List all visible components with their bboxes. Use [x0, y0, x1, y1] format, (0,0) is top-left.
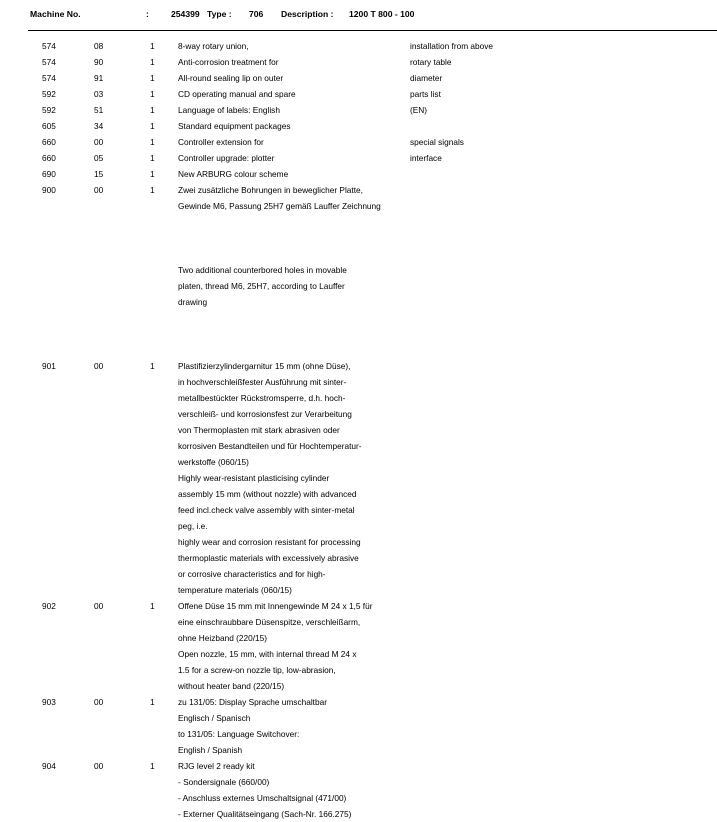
item-quantity: 1 — [150, 121, 155, 131]
item-description-line: korrosiven Bestandteilen und für Hochtemperatur- — [178, 441, 362, 451]
item-description-line: metallbestückter Rückstromsperre, d.h. hoch- — [178, 393, 346, 403]
item-quantity: 1 — [150, 137, 155, 147]
item-note: parts list — [410, 89, 441, 99]
item-quantity: 1 — [150, 601, 155, 611]
item-description-line: Language of labels: English — [178, 105, 280, 115]
item-description-line: verschleiß- und korrosionsfest zur Verarbeitung — [178, 409, 352, 419]
item-code: 660 — [42, 137, 56, 147]
type-value: 706 — [249, 9, 264, 19]
item-subcode: 08 — [94, 41, 104, 51]
item-description-line: Englisch / Spanisch — [178, 713, 251, 723]
item-quantity: 1 — [150, 697, 155, 707]
item-description-line: All-round sealing lip on outer — [178, 73, 284, 83]
item-description-line: Controller extension for — [178, 137, 264, 147]
item-subcode: 15 — [94, 169, 104, 179]
item-description-line: feed incl.check valve assembly with sinter-metal — [178, 505, 355, 515]
item-description-line: 8-way rotary union, — [178, 41, 249, 51]
item-note: diameter — [410, 73, 443, 83]
item-subcode: 00 — [94, 601, 104, 611]
item-description-line: or corrosive characteristics and for high- — [178, 569, 326, 579]
item-description-line: to 131/05: Language Switchover: — [178, 729, 300, 739]
item-description-line: temperature materials (060/15) — [178, 585, 292, 595]
item-description-line: thermoplastic materials with excessively abrasive — [178, 553, 359, 563]
item-code: 574 — [42, 41, 56, 51]
description-label: Description : — [281, 9, 334, 19]
item-code: 574 — [42, 73, 56, 83]
item-description-line: Standard equipment packages — [178, 121, 291, 131]
item-quantity: 1 — [150, 185, 155, 195]
item-description-line: assembly 15 mm (without nozzle) with advanced — [178, 489, 357, 499]
item-description-line: English / Spanish — [178, 745, 243, 755]
item-description-line: RJG level 2 ready kit — [178, 761, 255, 771]
item-description-line: 1.5 for a screw-on nozzle tip, low-abrasion, — [178, 665, 336, 675]
machine-no-colon: : — [146, 9, 149, 19]
type-label: Type : — [207, 9, 232, 19]
item-code: 574 — [42, 57, 56, 67]
item-description-line: - Externer Qualitätseingang (Sach-Nr. 166.275) — [178, 809, 352, 819]
item-code: 904 — [42, 761, 56, 771]
item-description-line: peg, i.e. — [178, 521, 208, 531]
item-subcode: 00 — [94, 697, 104, 707]
item-quantity: 1 — [150, 105, 155, 115]
item-note: (EN) — [410, 105, 428, 115]
item-description-line: highly wear and corrosion resistant for processing — [178, 537, 361, 547]
item-description-line: in hochverschleißfester Ausführung mit sinter- — [178, 377, 347, 387]
item-subcode: 03 — [94, 89, 104, 99]
item-code: 902 — [42, 601, 56, 611]
item-code: 903 — [42, 697, 56, 707]
item-description-line: Gewinde M6, Passung 25H7 gemäß Lauffer Zeichnung — [178, 201, 381, 211]
item-quantity: 1 — [150, 153, 155, 163]
machine-no-label: Machine No. — [30, 9, 81, 19]
item-subcode: 51 — [94, 105, 104, 115]
description-value: 1200 T 800 - 100 — [349, 9, 415, 19]
item-code: 900 — [42, 185, 56, 195]
item-subcode: 00 — [94, 185, 104, 195]
machine-no-value: 254399 — [171, 9, 200, 19]
item-quantity: 1 — [150, 41, 155, 51]
item-description-line: platen, thread M6, 25H7, according to Lauffer — [178, 281, 345, 291]
item-code: 592 — [42, 105, 56, 115]
item-description-line: New ARBURG colour scheme — [178, 169, 289, 179]
item-description-line: Highly wear-resistant plasticising cylinder — [178, 473, 330, 483]
item-code: 690 — [42, 169, 56, 179]
item-subcode: 05 — [94, 153, 104, 163]
item-description-line: werkstoffe (060/15) — [178, 457, 249, 467]
item-description-line: ohne Heizband (220/15) — [178, 633, 268, 643]
item-note: special signals — [410, 137, 464, 147]
item-subcode: 91 — [94, 73, 104, 83]
item-note: installation from above — [410, 41, 494, 51]
item-description-line: Zwei zusätzliche Bohrungen in beweglicher Platte, — [178, 185, 363, 195]
item-code: 605 — [42, 121, 56, 131]
item-code: 592 — [42, 89, 56, 99]
item-code: 901 — [42, 361, 56, 371]
item-description-line: - Anschluss externes Umschaltsignal (471/00) — [178, 793, 347, 803]
item-quantity: 1 — [150, 73, 155, 83]
item-description-line: Offene Düse 15 mm mit Innengewinde M 24 x 1,5 für — [178, 601, 373, 611]
item-description-line: eine einschraubbare Düsenspitze, verschleißarm, — [178, 617, 361, 627]
item-subcode: 00 — [94, 137, 104, 147]
item-description-line: - Sondersignale (660/00) — [178, 777, 270, 787]
item-quantity: 1 — [150, 169, 155, 179]
item-description-line: Open nozzle, 15 mm, with internal thread M 24 x — [178, 649, 357, 659]
item-note: interface — [410, 153, 442, 163]
item-note: rotary table — [410, 57, 452, 67]
item-quantity: 1 — [150, 57, 155, 67]
item-description-line: von Thermoplasten mit stark abrasiven oder — [178, 425, 340, 435]
item-description-line: Two additional counterbored holes in movable — [178, 265, 347, 275]
item-subcode: 00 — [94, 761, 104, 771]
item-subcode: 34 — [94, 121, 104, 131]
item-description-line: CD operating manual and spare — [178, 89, 296, 99]
item-description-line: drawing — [178, 297, 208, 307]
item-subcode: 90 — [94, 57, 104, 67]
item-quantity: 1 — [150, 361, 155, 371]
item-code: 660 — [42, 153, 56, 163]
item-description-line: Anti-corrosion treatment for — [178, 57, 279, 67]
item-description-line: zu 131/05: Display Sprache umschaltbar — [178, 697, 327, 707]
item-description-line: Plastifizierzylindergarnitur 15 mm (ohne Düse), — [178, 361, 351, 371]
item-description-line: without heater band (220/15) — [178, 681, 285, 691]
item-quantity: 1 — [150, 761, 155, 771]
item-quantity: 1 — [150, 89, 155, 99]
item-subcode: 00 — [94, 361, 104, 371]
item-description-line: Controller upgrade: plotter — [178, 153, 275, 163]
